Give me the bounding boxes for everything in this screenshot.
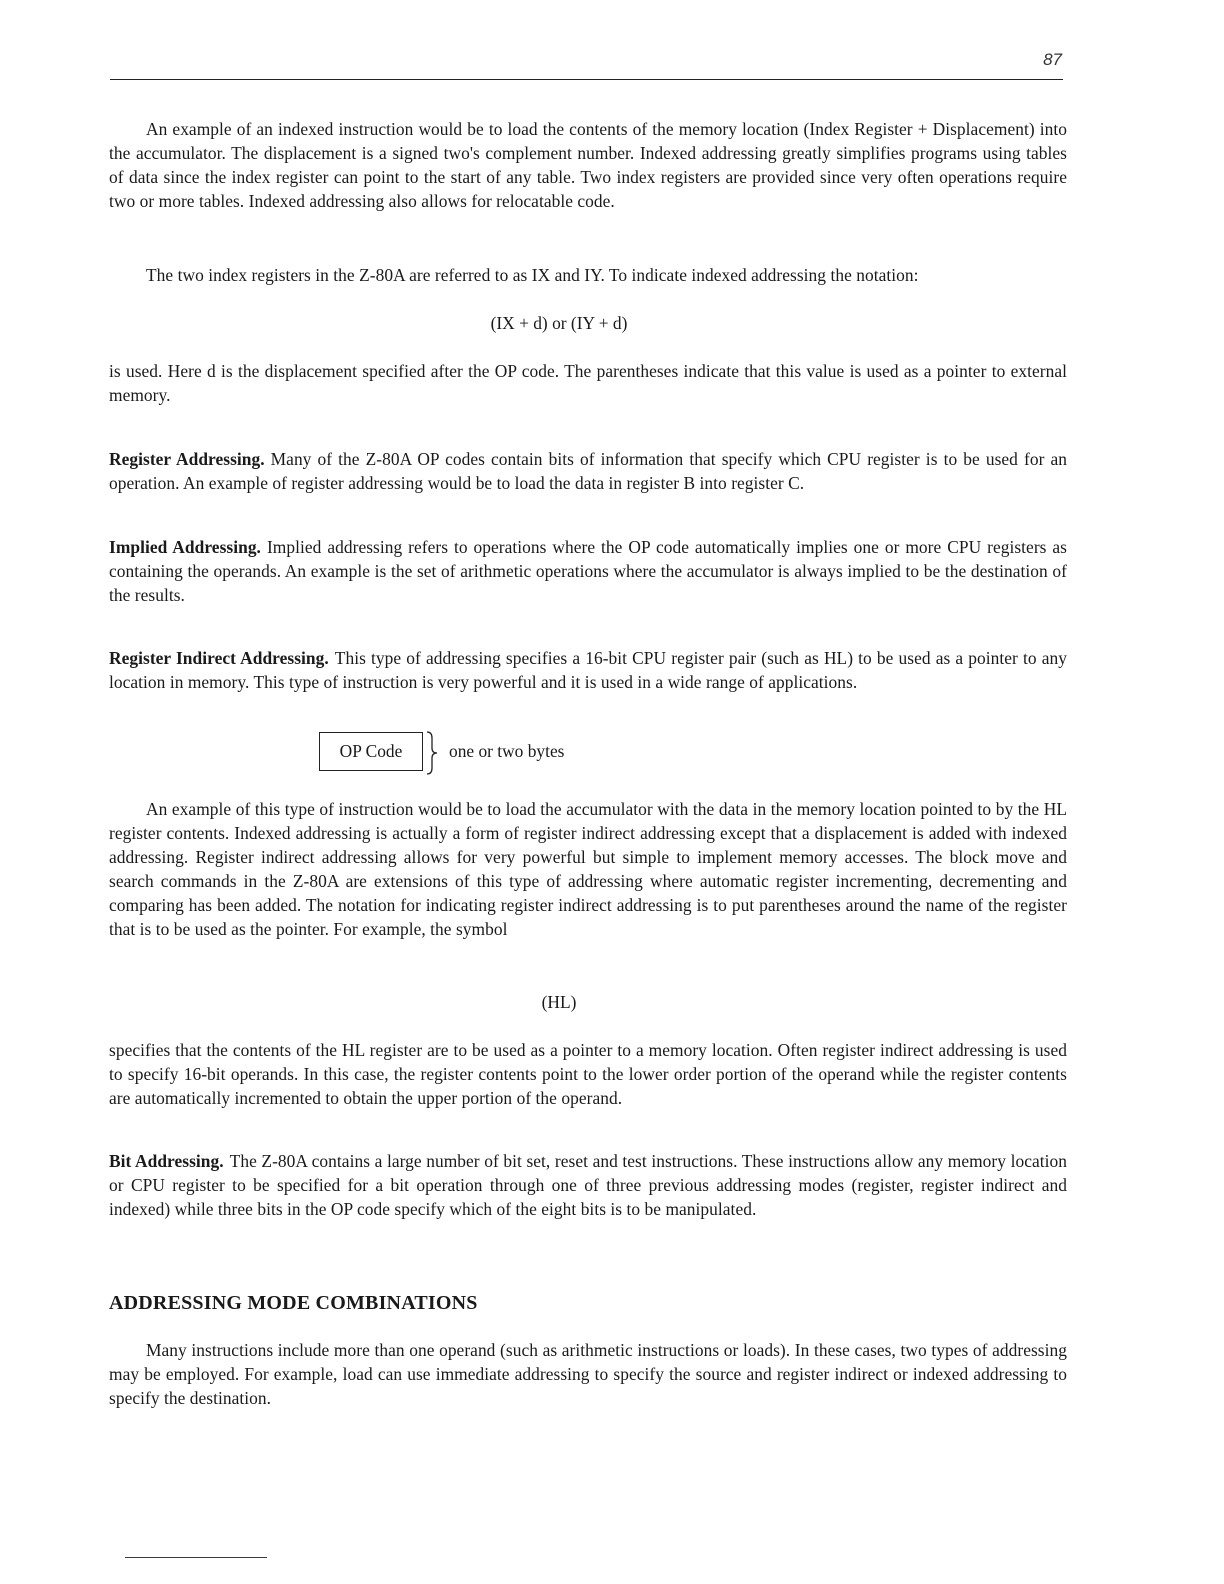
paragraph-register-addressing [109, 447, 1067, 495]
paragraph-index-registers: The two index registers in the Z-80A are referred to as IX and IY. To indicate indexed addressing the notation: [146, 265, 919, 285]
paragraph-implied-addressing [109, 535, 1067, 607]
index-notation-expression: (IX + d) or (IY + d) [490, 313, 628, 333]
paragraph-register-indirect [109, 646, 1067, 694]
page-number: 87 [1043, 50, 1062, 69]
opcode-box: OP Code [319, 732, 423, 771]
bit-addressing-title: Bit Addressing. [109, 1151, 224, 1171]
section-heading-addressing-mode-combinations: ADDRESSING MODE COMBINATIONS [109, 1292, 478, 1314]
implied-addressing-title: Implied Addressing. [109, 537, 261, 557]
register-addressing-body: Many of the Z-80A OP codes contain bits of information that specify which CPU register is to be used for an operation. An example of register addressing would be to load the data in register B into register C. [109, 449, 1067, 493]
paragraph-bit-addressing [109, 1149, 1067, 1221]
paragraph-hl-specifies: specifies that the contents of the HL register are to be used as a pointer to a memory location. Often register indirect addressing is used to specify 16-bit operands. In this case, the register contents point to the lower order portion of the operand while the register contents are automatically incremented to obtain the upper portion of the operand. [109, 1040, 1067, 1108]
header-rule [110, 79, 1063, 80]
footer-rule [125, 1557, 267, 1558]
implied-addressing-body: Implied addressing refers to operations where the OP code automatically implies one or more CPU registers as containing the operands. An example is the set of arithmetic operations where the accumulator is always implied to be the destination of the results. [109, 537, 1067, 605]
hl-notation-expression: (HL) [541, 992, 577, 1012]
register-addressing-title: Register Addressing. [109, 449, 265, 469]
register-indirect-title: Register Indirect Addressing. [109, 648, 329, 668]
paragraph-index-used: is used. Here d is the displacement specified after the OP code. The parentheses indicate that this value is used as a pointer to external memory. [109, 361, 1067, 405]
paragraph-combinations: Many instructions include more than one operand (such as arithmetic instructions or loads). In these cases, two types of addressing may be employed. For example, load can use immediate addressing to specify the source and register indirect or indexed addressing to specify the destination. [109, 1340, 1067, 1408]
bit-addressing-body: The Z-80A contains a large number of bit set, reset and test instructions. These instructions allow any memory location or CPU register to be specified for a bit operation through one of three previous addressing modes (register, register indirect and indexed) while three bits in the OP code specify which of the eight bits is to be manipulated. [109, 1151, 1067, 1219]
brace-label: one or two bytes [449, 741, 565, 761]
paragraph-register-indirect-example: An example of this type of instruction would be to load the accumulator with the data in the memory location pointed to by the HL register contents. Indexed addressing is actually a form of register indirect addressing except that a displacement is added with indexed addressing. Register indirect addressing allows for very powerful but simple to implement memory accesses. The block move and search commands in the Z-80A are extensions of this type of addressing where automatic register incrementing, decrementing and comparing has been added. The notation for indicating register indirect addressing is to put parentheses around the name of the register that is to be used as the pointer. For example, the symbol [109, 799, 1067, 939]
register-indirect-body: This type of addressing specifies a 16-bit CPU register pair (such as HL) to be used as a pointer to any location in memory. This type of instruction is very powerful and it is used in a wide range of applications. [109, 648, 1067, 692]
right-brace-icon [426, 731, 438, 775]
paragraph-indexed-example: An example of an indexed instruction would be to load the contents of the memory location (Index Register + Displacement) into the accumulator. The displacement is a signed two's complement number. Indexed addressing greatly simplifies programs using tables of data since the index register can point to the start of any table. Two index registers are provided since very often operations require two or more tables. Indexed addressing also allows for relocatable code. [109, 119, 1067, 211]
